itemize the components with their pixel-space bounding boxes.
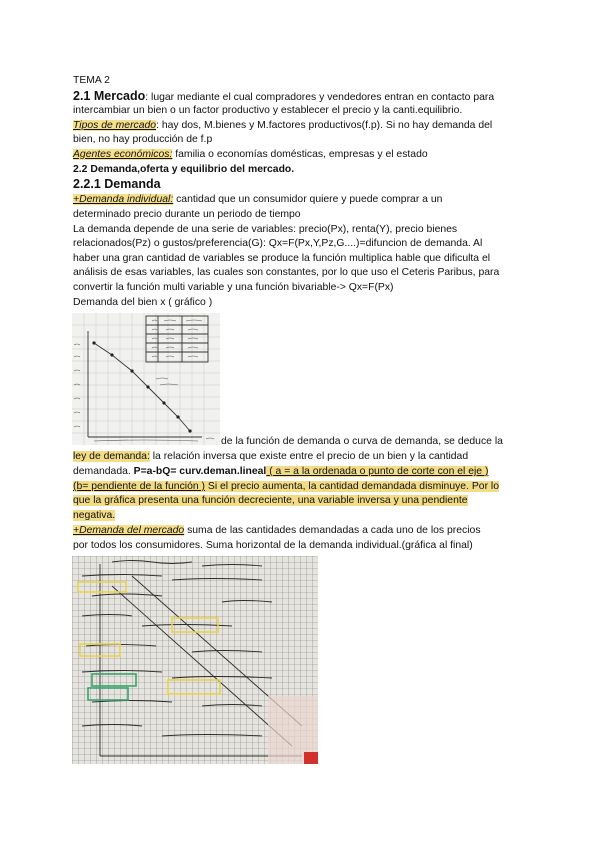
demanda-mercado-text: suma de las cantidades demandadas a cada uno de los precios [184, 525, 481, 536]
paragraph-line-2: relacionados(Pz) o gustos/preferencia(G): Qx=F(Px,Y,Pz,G....)=difuncion de demanda. Al [73, 238, 483, 249]
ley-line-4-text: que la gráfica presenta una función decreciente, una variable inversa y una pendiente [73, 495, 468, 506]
demand-curve-photo [72, 313, 220, 445]
ley-line-3 [73, 480, 499, 494]
agentes-text: familia o economías domésticas, empresas y el estado [172, 149, 428, 160]
demanda-individual-text-2: determinado precio durante un periodo de tiempo [73, 209, 301, 220]
paragraph-line-3: haber una gran cantidad de variables se produce la función multiplica hable que dificulta el [73, 253, 491, 264]
handwritten-notes-photo [72, 556, 318, 764]
demanda-individual-text: cantidad que un consumidor quiere y puede comprar a un [173, 194, 443, 205]
paragraph-line-1: La demanda depende de una serie de variables: precio(Px), renta(Y), precio bienes [73, 224, 458, 235]
ley-line-2 [73, 465, 488, 479]
agentes-line [73, 148, 428, 162]
section-2-2-1-heading: 2.2.1 Demanda [73, 177, 161, 191]
ley-line-4 [73, 494, 468, 508]
ley-text: la relación inversa que existe entre el precio de un bien y la cantidad [149, 451, 469, 462]
ley-line-2-a: demandada. [73, 466, 134, 477]
tipos-text-2: bien, no hay producción de f.p [73, 134, 213, 145]
tipos-text: : hay dos, M.bienes y M.factores productivos(f.p). Si no hay demanda del [156, 120, 493, 131]
ley-line [73, 450, 468, 464]
paragraph-line-4: análisis de esas variables, las cuales son constantes, por lo que uso el Ceteris Paribus, para [73, 267, 500, 278]
ley-line-3-a: (b= pendiente de la función ) [73, 481, 205, 492]
paragraph-line-6: Demanda del bien x ( gráfico ) [73, 297, 213, 308]
demanda-individual-label: +Demanda individual: [73, 194, 174, 205]
section-2-1-text: : lugar mediante el cual compradores y vendedores entran en contacto para [145, 92, 495, 103]
demand-formula: P=a-bQ= curv.deman.lineal [133, 466, 267, 477]
figure-side-text: de la función de demanda o curva de demanda, se deduce la [221, 436, 503, 447]
section-2-1-text-2: intercambiar un bien o un factor productivo y establecer el precio y la canti.equilibrio. [73, 105, 463, 116]
section-2-2-heading: 2.2 Demanda,oferta y equilibrio del mercado. [73, 164, 295, 175]
demanda-mercado-line [73, 524, 481, 538]
ley-line-2-b: ( a = a la ordenada o punto de corte con el eje ) [266, 466, 489, 477]
section-2-1-line [73, 89, 494, 105]
paragraph-line-5: convertir la función multi variable y una función bivariable-> Qx=F(Px) [73, 282, 394, 293]
tipos-label: Tipos de mercado [73, 120, 157, 131]
demanda-mercado-label: +Demanda del mercado [73, 525, 185, 536]
ley-line-5 [73, 509, 115, 523]
ley-label: ley de demanda: [73, 451, 150, 462]
ley-line-3-b: Si el precio aumenta, la cantidad demandada disminuye. Por lo [205, 481, 499, 492]
tipos-line [73, 119, 492, 133]
demanda-individual-line [73, 193, 442, 207]
tema-title: TEMA 2 [73, 75, 110, 86]
agentes-label: Agentes económicos: [73, 149, 173, 160]
demanda-mercado-text-2: por todos los consumidores. Suma horizontal de la demanda individual.(gráfica al final) [73, 540, 473, 551]
ley-line-5-text: negativa. [73, 510, 116, 521]
section-2-1-heading: 2.1 Mercado [73, 89, 146, 103]
